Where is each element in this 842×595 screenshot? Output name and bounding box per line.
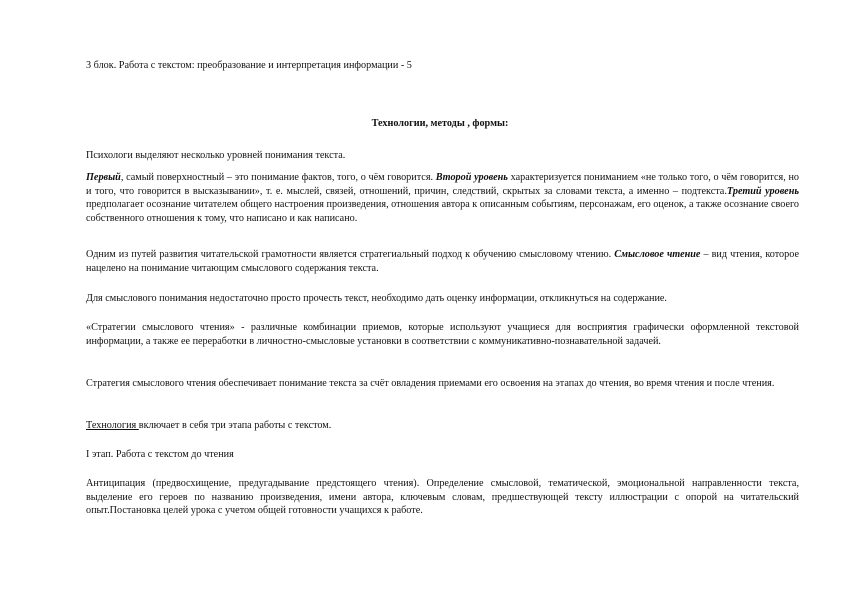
paragraph-levels (86, 171, 799, 225)
paragraph-strategies: «Стратегии смыслового чтения» - различные комбинации приемов, которые используют учащиеся для восприятия графически оформленной текстовой информации, а также ее переработки в личностно-смысловые установки в соответствии с коммуникативно-познавательной задачей. (86, 322, 799, 347)
paragraph-semantic-reading (86, 248, 799, 275)
paragraph-levels-intro: Психологи выделяют несколько уровней понимания текста. (86, 150, 346, 161)
term-semantic-reading: Смысловое чтение (614, 249, 701, 260)
text-first-level: , самый поверхностный – это понимание фактов, того, о чём говорится. (120, 172, 436, 183)
paragraph-understanding: Для смыслового понимания недостаточно просто прочесть текст, необходимо дать оценку информации, откликнуться на содержание. (86, 293, 667, 304)
text-technology: включает в себя три этапа работы с текстом. (138, 420, 332, 431)
term-technology: Технология (86, 420, 139, 431)
term-second-level: Второй уровень (435, 172, 508, 183)
block-heading: 3 блок. Работа с текстом: преобразование и интерпретация информации - 5 (86, 60, 412, 71)
paragraph-strategy-stages: Стратегия смыслового чтения обеспечивает понимание текста за счёт овладения приемами его освоения на этапах до чтения, во время чтения и после чтения. (86, 378, 775, 389)
paragraph-anticipation: Антиципация (предвосхищение, предугадывание предстоящего чтения). Определение смысловой, тематической, эмоциональной направленности текста, выделение его героев по названию произведения, имени автора, ключевым словам, предшествующей тексту иллюстрации с опорой на читательский опыт.Постановка целей урока с учетом общей готовности учащихся к работе. (86, 478, 799, 517)
text-strategic-approach: Одним из путей развития читательской грамотности является стратегиальный подход к обучению смысловому чтению. (86, 249, 615, 260)
term-third-level: Третий уровень (726, 185, 800, 197)
text-second-level: характеризуется пониманием «не только того, о чём говорится, но и того, что говорится в высказывании», т. е. мыслей, связей, отношений, причин, следствий, скрытых за словами текста, а именно – подтекста. (86, 172, 800, 197)
stage-one-heading: I этап. Работа с текстом до чтения (86, 449, 234, 460)
text-third-level: предполагает осознание читателем общего настроения произведения, отношения автора к описанным событиям, персонажам, его оценок, а также осознание своего собственного отношения к тому, что написано и как написано. (86, 199, 799, 224)
term-first: Первый (86, 172, 121, 183)
section-title: Технологии, методы , формы: (371, 118, 509, 129)
paragraph-technology (86, 419, 799, 433)
text-semantic-reading-def: – вид чтения, которое нацелено на понимание читающим смыслового содержания текста. (86, 249, 799, 274)
